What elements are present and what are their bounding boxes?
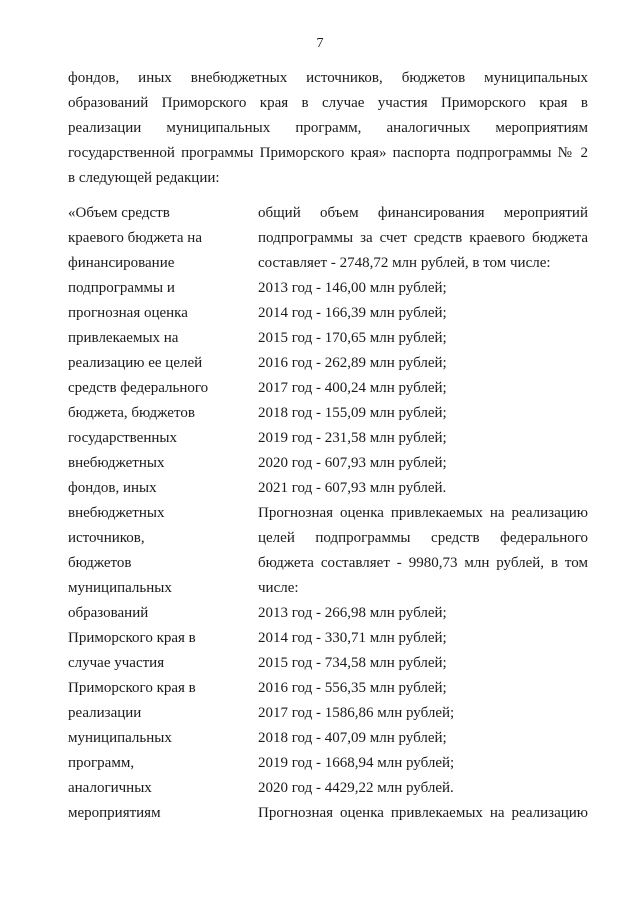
label-line: бюджетов (68, 555, 132, 571)
funding-year-line: 2017 год - 400,24 млн рублей; (258, 380, 447, 396)
value-line: Прогнозная оценка привлекаемых на реализацию (258, 805, 588, 821)
label-line: бюджета, бюджетов (68, 405, 195, 421)
funding-year-line: 2017 год - 1586,86 млн рублей; (258, 705, 455, 721)
funding-year-line: 2016 год - 262,89 млн рублей; (258, 355, 447, 371)
label-line: муниципальных (68, 580, 172, 596)
label-line: мероприятиям (68, 805, 161, 821)
label-line: аналогичных (68, 780, 152, 796)
value-line: общий объем финансирования мероприятий (258, 205, 588, 221)
label-line: реализации (68, 705, 142, 721)
funding-year-line: 2013 год - 146,00 млн рублей; (258, 280, 447, 296)
intro-line: образований Приморского края в случае участия Приморского края в (68, 95, 588, 111)
funding-year-line: 2013 год - 266,98 млн рублей; (258, 605, 447, 621)
label-line: источников, (68, 530, 145, 546)
intro-line: фондов, иных внебюджетных источников, бюджетов муниципальных (68, 70, 588, 86)
label-line: муниципальных (68, 730, 172, 746)
funding-year-line: 2019 год - 231,58 млн рублей; (258, 430, 447, 446)
label-line: прогнозная оценка (68, 305, 188, 321)
funding-year-line: 2015 год - 170,65 млн рублей; (258, 330, 447, 346)
funding-year-line: 2020 год - 4429,22 млн рублей. (258, 780, 454, 796)
value-line: составляет - 2748,72 млн рублей, в том числе: (258, 255, 551, 271)
funding-year-line: 2018 год - 155,09 млн рублей; (258, 405, 447, 421)
funding-year-line: 2020 год - 607,93 млн рублей; (258, 455, 447, 471)
label-line: реализацию ее целей (68, 355, 203, 371)
label-line: фондов, иных (68, 480, 157, 496)
intro-line: государственной программы Приморского края» паспорта подпрограммы № 2 (68, 145, 588, 161)
label-line: случае участия (68, 655, 165, 671)
value-line: подпрограммы за счет средств краевого бюджета (258, 230, 588, 246)
passport-field-label (68, 201, 248, 826)
value-line: бюджета составляет - 9980,73 млн рублей, в том (258, 555, 588, 571)
funding-year-line: 2014 год - 166,39 млн рублей; (258, 305, 447, 321)
value-line: Прогнозная оценка привлекаемых на реализацию (258, 505, 588, 521)
funding-year-line: 2018 год - 407,09 млн рублей; (258, 730, 447, 746)
passport-field-value (258, 201, 588, 826)
label-line: Приморского края в (68, 630, 196, 646)
label-line: привлекаемых на (68, 330, 179, 346)
value-line: целей подпрограммы средств федерального (258, 530, 588, 546)
label-line: Приморского края в (68, 680, 196, 696)
funding-year-line: 2021 год - 607,93 млн рублей. (258, 480, 447, 496)
funding-year-line: 2015 год - 734,58 млн рублей; (258, 655, 447, 671)
label-line: подпрограммы и (68, 280, 175, 296)
label-line: средств федерального (68, 380, 209, 396)
intro-paragraph (68, 66, 588, 191)
label-line: образований (68, 605, 149, 621)
funding-year-line: 2014 год - 330,71 млн рублей; (258, 630, 447, 646)
label-line: внебюджетных (68, 455, 165, 471)
label-line: внебюджетных (68, 505, 165, 521)
label-line: государственных (68, 430, 177, 446)
intro-line: реализации муниципальных программ, аналогичных мероприятиям (68, 120, 588, 136)
value-line: числе: (258, 580, 299, 596)
intro-line: в следующей редакции: (68, 170, 220, 186)
funding-year-line: 2019 год - 1668,94 млн рублей; (258, 755, 455, 771)
label-line: программ, (68, 755, 135, 771)
page-number: 7 (316, 36, 324, 51)
label-line: краевого бюджета на (68, 230, 202, 246)
label-line: финансирование (68, 255, 175, 271)
label-line: «Объем средств (68, 205, 170, 221)
funding-year-line: 2016 год - 556,35 млн рублей; (258, 680, 447, 696)
